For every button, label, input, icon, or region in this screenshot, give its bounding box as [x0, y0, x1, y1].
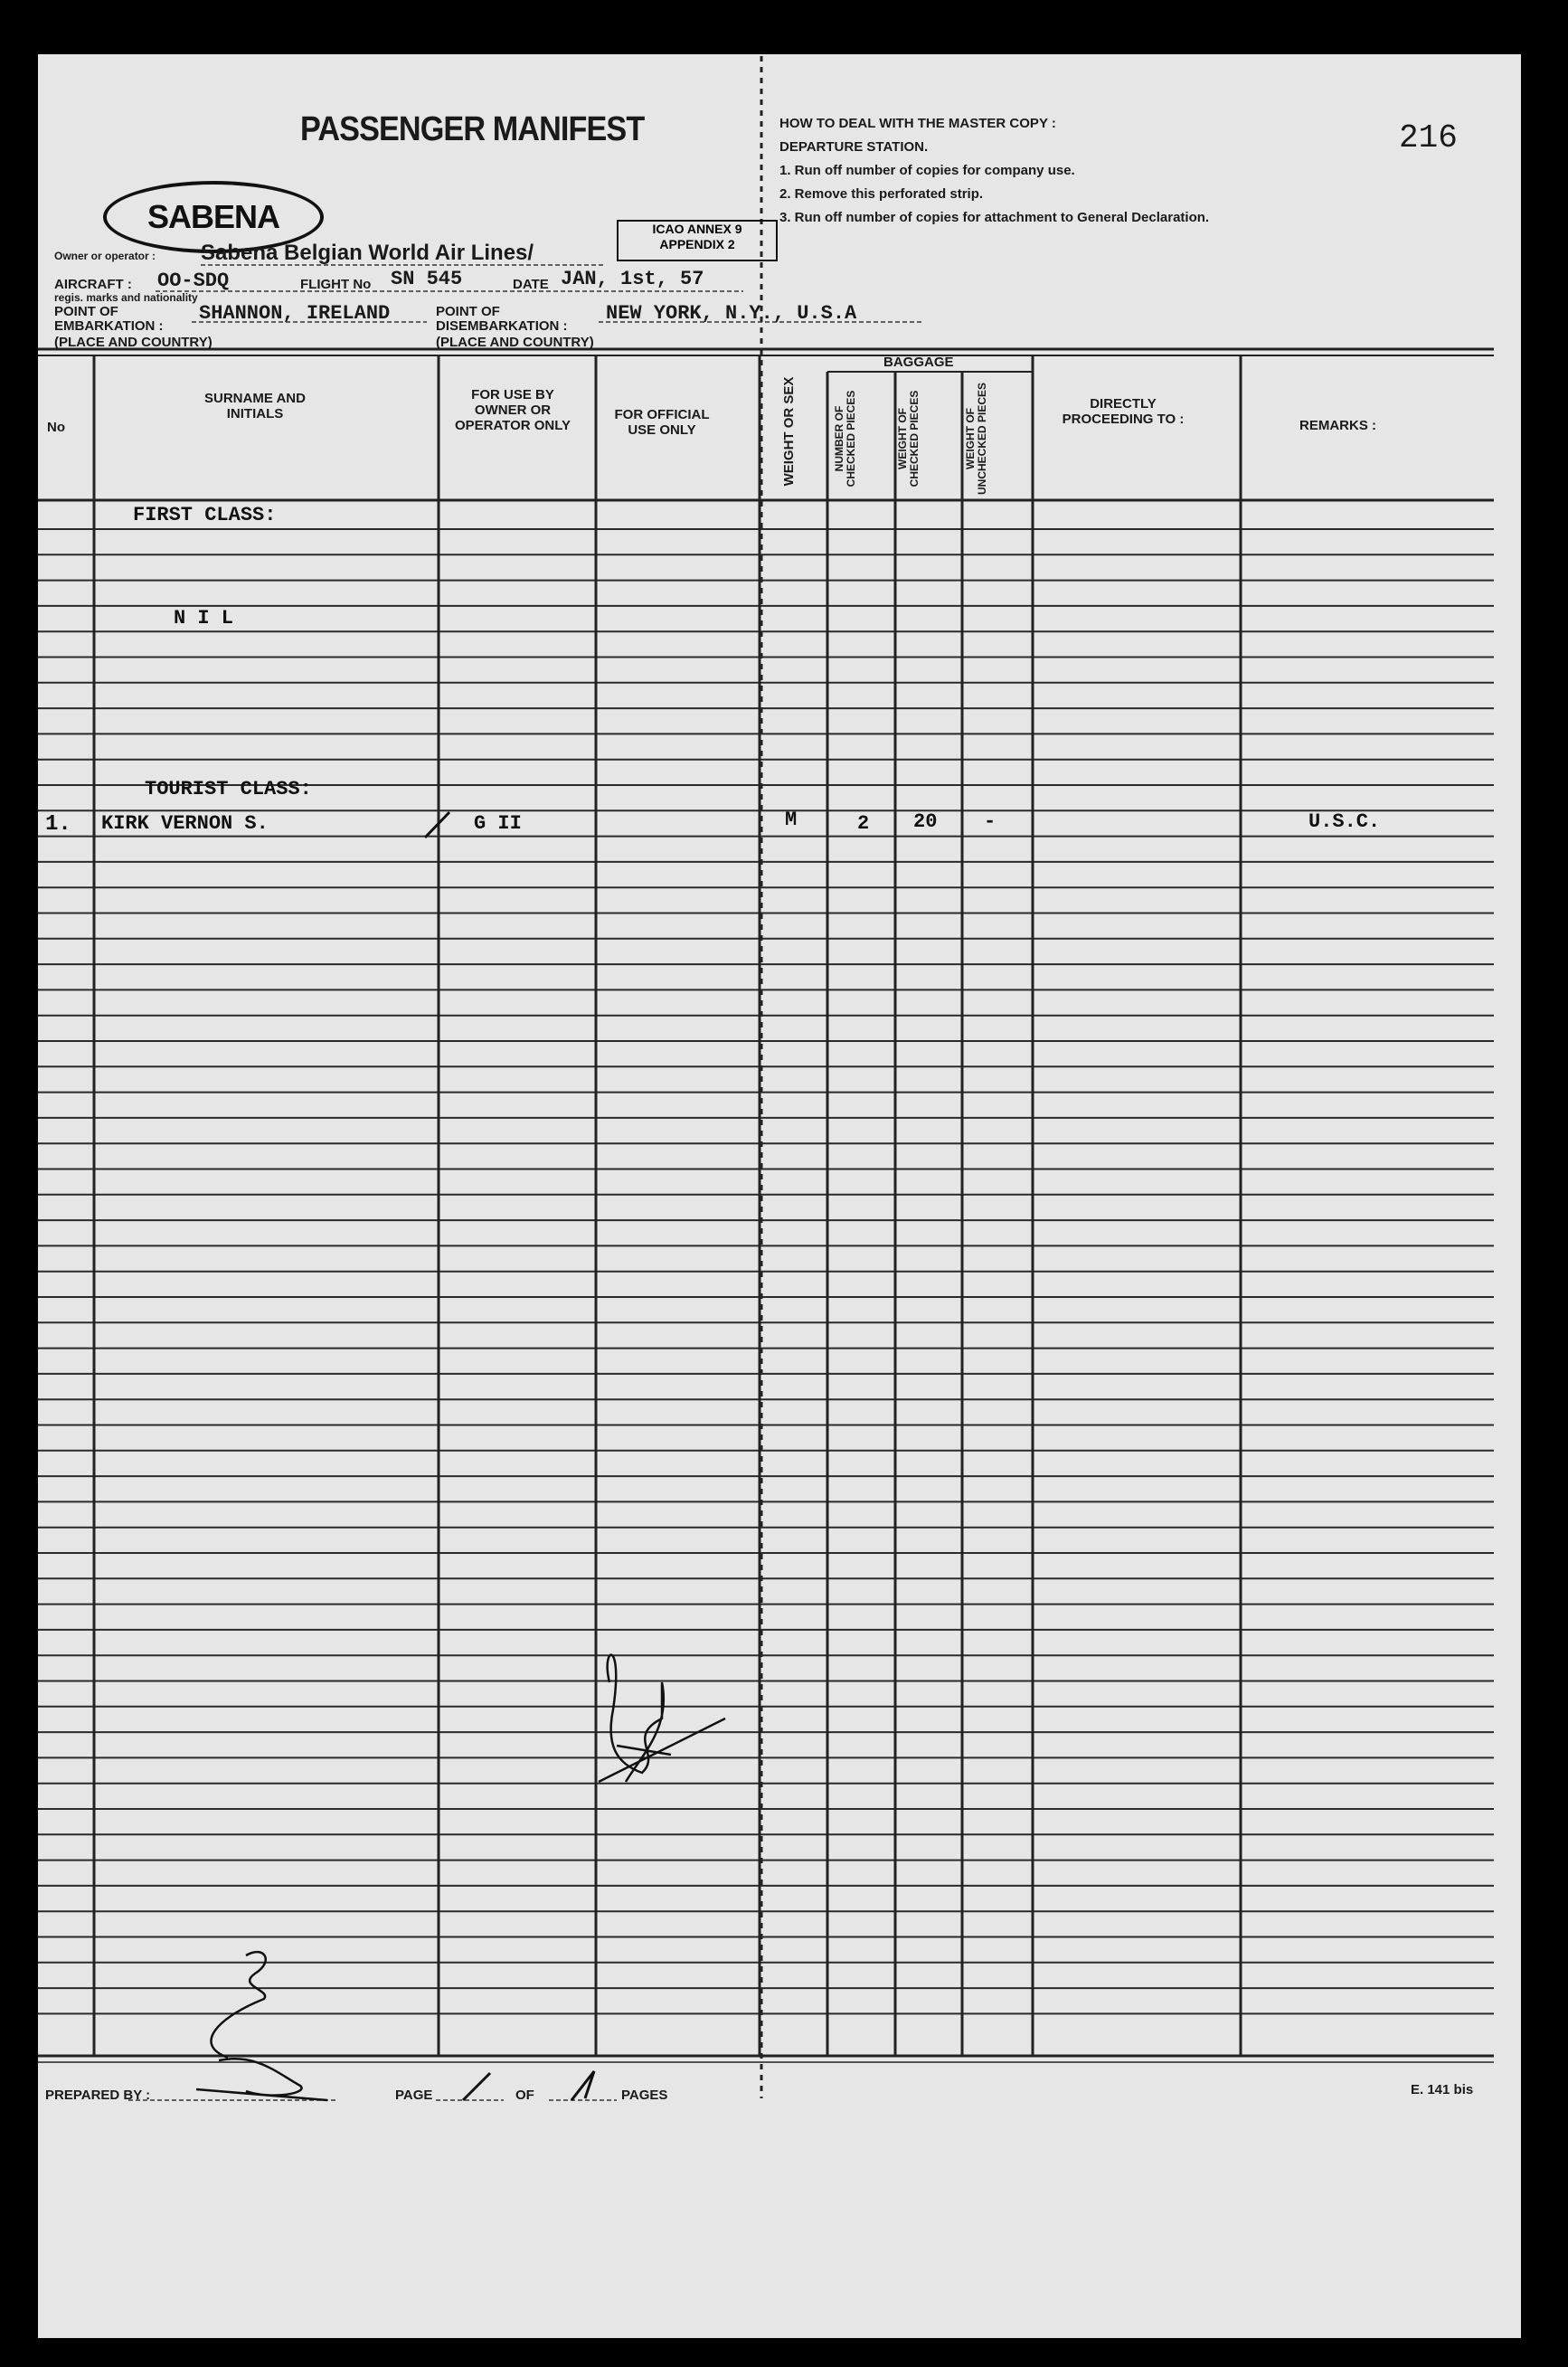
prepared-by-label: PREPARED BY : [45, 2088, 151, 2103]
manifest-title: PASSENGER MANIFEST [300, 110, 645, 148]
embark-label-1: POINT OF [54, 304, 118, 319]
manifest-paper [38, 54, 1521, 2338]
nil-entry: N I L [174, 607, 234, 630]
date-value: JAN, 1st, 57 [561, 268, 704, 290]
aircraft-sub: regis. marks and nationality [54, 291, 198, 304]
col-unchecked-weight: WEIGHT OF UNCHECKED PIECES [964, 382, 988, 496]
disembark-label-1: POINT OF [436, 304, 500, 319]
passenger-checked-pieces: 2 [857, 812, 870, 835]
disembark-sub: (PLACE AND COUNTRY) [436, 335, 594, 350]
col-no: No [47, 420, 65, 435]
disembark-label-2: DISEMBARKATION : [436, 318, 568, 334]
col-official-use: FOR OFFICIAL USE ONLY [614, 407, 710, 438]
col-surname: SURNAME AND INITIALS [204, 391, 306, 421]
icao-line-2: APPENDIX 2 [659, 237, 735, 251]
form-code: E. 141 bis [1411, 2082, 1474, 2097]
passenger-remarks: U.S.C. [1308, 810, 1381, 833]
col-checked-weight: WEIGHT OF CHECKED PIECES [896, 390, 921, 488]
flight-label: FLIGHT No [300, 277, 372, 292]
prepared-by-signature [196, 1952, 327, 2100]
col-checked-number: NUMBER OF CHECKED PIECES [833, 390, 857, 488]
embark-sub: (PLACE AND COUNTRY) [54, 335, 213, 350]
icao-reference-box [617, 220, 778, 261]
col-remarks: REMARKS : [1299, 418, 1376, 433]
instructions-station: DEPARTURE STATION. [779, 139, 929, 155]
instructions-title: HOW TO DEAL WITH THE MASTER COPY : [779, 116, 1056, 131]
page-label: PAGE [395, 2088, 433, 2103]
first-class-heading: FIRST CLASS: [133, 504, 277, 526]
aircraft-label: AIRCRAFT : [54, 277, 132, 292]
date-label: DATE [513, 277, 549, 292]
pages-label: PAGES [621, 2088, 668, 2103]
owner-label: Owner or operator : [54, 250, 156, 262]
col-baggage: BAGGAGE [883, 355, 954, 370]
embark-value: SHANNON, IRELAND [199, 302, 391, 325]
logo-text: SABENA [146, 198, 279, 235]
page-number: 216 [1399, 119, 1458, 156]
instruction-3: 3. Run off number of copies for attachment to General Declaration. [779, 210, 1210, 225]
instruction-2: 2. Remove this perforated strip. [779, 186, 984, 202]
col-proceeding: DIRECTLY PROCEEDING TO : [1062, 396, 1185, 427]
disembark-value: NEW YORK, N.Y., U.S.A [606, 302, 857, 325]
passenger-checked-weight: 20 [913, 810, 938, 833]
passenger-sex: M [785, 809, 798, 831]
col-owner-use: FOR USE BY OWNER OR OPERATOR ONLY [454, 387, 571, 433]
instruction-1: 1. Run off number of copies for company use. [779, 163, 1075, 178]
flight-value: SN 545 [391, 268, 463, 290]
of-label: OF [515, 2088, 534, 2103]
icao-line-1: ICAO ANNEX 9 [652, 222, 742, 236]
passenger-no: 1. [45, 812, 71, 837]
passenger-owner-use: G II [474, 812, 522, 835]
aircraft-value: OO-SDQ [157, 270, 230, 292]
owner-value: Sabena Belgian World Air Lines/ [201, 241, 534, 265]
col-weight-sex: WEIGHT OR SEX [781, 376, 797, 487]
embark-label-2: EMBARKATION : [54, 318, 164, 334]
page-value [481, 2055, 482, 2056]
tourist-class-heading: TOURIST CLASS: [145, 778, 312, 800]
signature-scribble [599, 1655, 725, 1782]
passenger-name: KIRK VERNON S. [101, 812, 269, 835]
passenger-unchecked-weight: - [984, 810, 997, 833]
